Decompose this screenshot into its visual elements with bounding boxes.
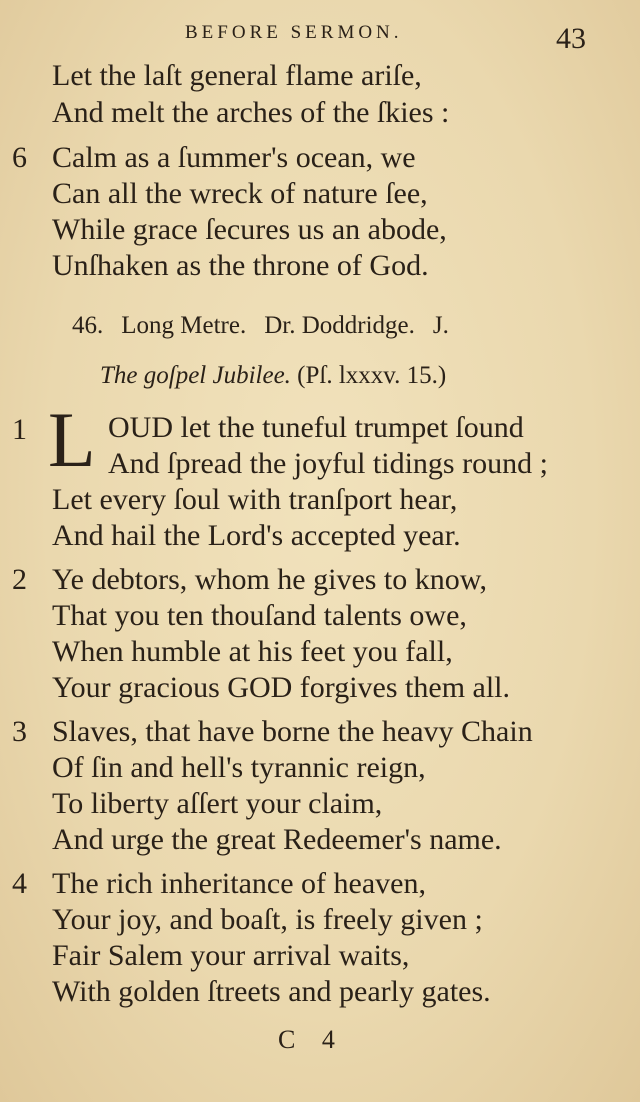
verse-line: Can all the wreck of nature ſee,	[52, 177, 428, 210]
verse-line: With golden ſtreets and pearly gates.	[52, 975, 491, 1008]
verse-line: And hail the Lord's accepted year.	[52, 519, 461, 552]
verse-number: 6	[12, 141, 27, 174]
verse-line: When humble at his feet you fall,	[52, 635, 453, 668]
hymn-mark: J.	[432, 312, 449, 339]
verse-line: Calm as a ſummer's ocean, we	[52, 141, 416, 174]
verse-line: Slaves, that have borne the heavy Chain	[52, 715, 533, 748]
verse-number: 3	[12, 715, 27, 748]
hymn-number: 46.	[72, 312, 104, 339]
hymn-title: The goſpel Jubilee.	[100, 362, 291, 389]
verse-line: Let every ſoul with tranſport hear,	[52, 483, 458, 516]
signature-mark: C 4	[278, 1025, 345, 1054]
verse-number: 1	[12, 413, 27, 446]
verse-line: To liberty aſſert your claim,	[52, 787, 383, 820]
verse-line: OUD let the tuneful trumpet ſound	[108, 411, 524, 444]
verse-line: Ye debtors, whom he gives to know,	[52, 563, 487, 596]
hymn-subtitle	[100, 362, 446, 390]
verse-number: 4	[12, 867, 27, 900]
hymn-reference: (Pſ. lxxxv. 15.)	[297, 362, 447, 389]
verse-line: Let the laſt general flame ariſe,	[52, 59, 422, 92]
verse-line: And ſpread the joyful tidings round ;	[108, 447, 548, 480]
hymn-metre: Long Metre.	[121, 312, 247, 339]
page-number: 43	[556, 22, 586, 55]
hymn-author: Dr. Doddridge.	[264, 312, 415, 339]
verse-line: That you ten thouſand talents owe,	[52, 599, 467, 632]
verse-line: Fair Salem your arrival waits,	[52, 939, 410, 972]
verse-line: Your joy, and boaſt, is freely given ;	[52, 903, 483, 936]
verse-line: Unſhaken as the throne of God.	[52, 249, 429, 282]
verse-line: And melt the arches of the ſkies :	[52, 96, 450, 129]
drop-cap: L	[48, 396, 96, 483]
verse-line: And urge the great Redeemer's name.	[52, 823, 502, 856]
hymn-header	[72, 312, 467, 340]
running-head: BEFORE SERMON.	[185, 22, 403, 43]
verse-line: Your gracious GOD forgives them all.	[52, 671, 511, 704]
verse-line: Of ſin and hell's tyrannic reign,	[52, 751, 426, 784]
verse-line: While grace ſecures us an abode,	[52, 213, 447, 246]
verse-number: 2	[12, 563, 27, 596]
verse-line: The rich inheritance of heaven,	[52, 867, 426, 900]
